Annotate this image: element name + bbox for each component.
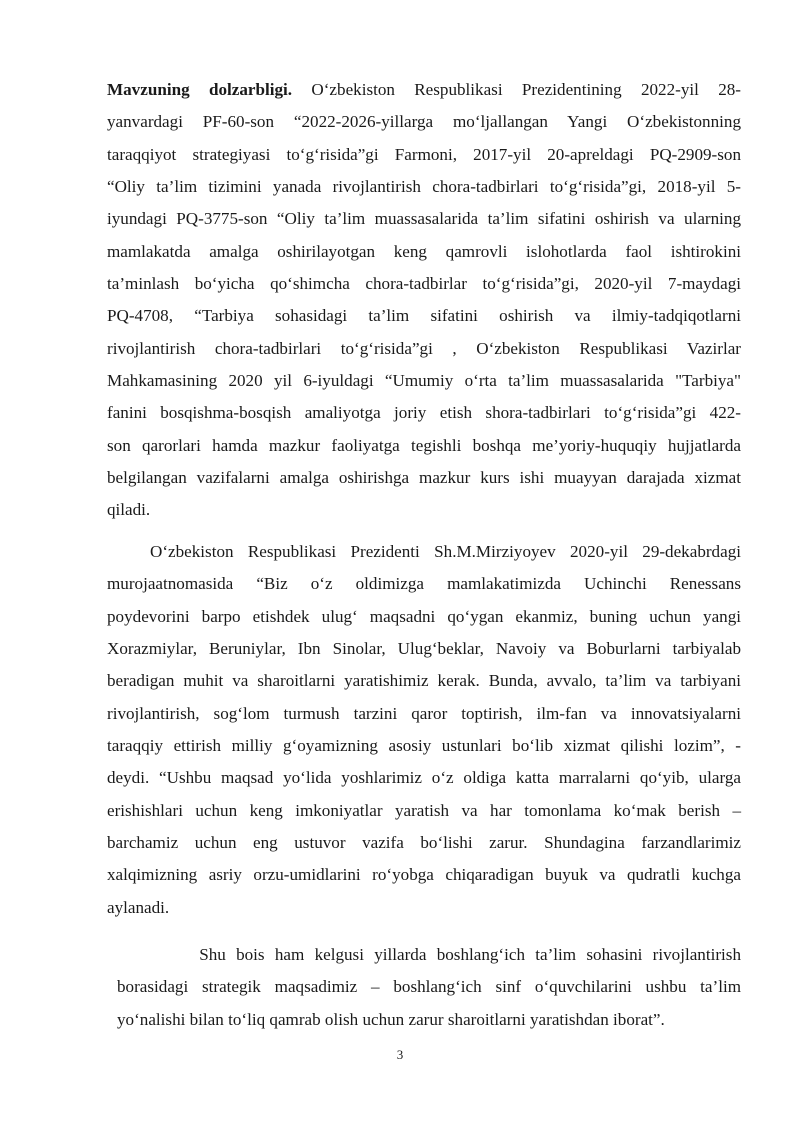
paragraph-line: taraqqiyot strategiyasi to‘g‘risida”gi Farmoni, 2017-yil 20-apreldagi PQ-2909-son xyxy=(107,144,741,164)
paragraph-line: deydi. “Ushbu maqsad yo‘lida yoshlarimiz o‘z oldiga katta marralarni qo‘yib, ularga xyxy=(107,768,741,788)
paragraph-line xyxy=(107,74,741,106)
paragraph-line: yanvardagi PF-60-son “2022-2026-yillarga mo‘ljallangan Yangi O‘zbekistonning xyxy=(107,112,741,132)
paragraph-line: fanini bosqishma-bosqish amaliyotga joriy etish shora-tadbirlari to‘g‘risida”gi 422- xyxy=(107,403,741,423)
paragraph-line: yo‘nalishi bilan to‘liq qamrab olish uchun zarur sharoitlarni yaratishdan iborat”. xyxy=(117,1009,665,1029)
paragraph-line: xalqimizning asriy orzu-umidlarini ro‘yobga chiqaradigan buyuk va qudratli kuchga xyxy=(107,865,741,885)
paragraph-line: borasidagi strategik maqsadimiz – boshlang‘ich sinf o‘quvchilarini ushbu ta’lim xyxy=(117,977,741,997)
paragraph-line: belgilangan vazifalarni amalga oshirishga mazkur kurs ishi muayyan darajada xizmat xyxy=(107,468,741,488)
paragraph-text: O‘zbekiston Respublikasi Prezidentining 2022-yil 28- xyxy=(292,80,741,99)
paragraph-line: Shu bois ham kelgusi yillarda boshlang‘ich ta’lim sohasini rivojlantirish xyxy=(117,945,741,964)
page-number: 3 xyxy=(396,1047,404,1062)
paragraph-line: Mahkamasining 2020 yil 6-iyuldagi “Umumiy o‘rta ta’lim muassasalarida "Tarbiya" xyxy=(107,371,741,391)
paragraph-relevance xyxy=(107,74,741,527)
section-heading: Mavzuning dolzarbligi. xyxy=(107,80,293,99)
paragraph-line: O‘zbekiston Respublikasi Prezidenti Sh.M.Mirziyoyev 2020-yil 29-dekabrdagi xyxy=(107,542,741,561)
paragraph-line: murojaatnomasida “Biz o‘z oldimizga mamlakatimizda Uchinchi Renessans xyxy=(107,574,741,594)
paragraph-line: son qarorlari hamda mazkur faoliyatga tegishli boshqa me’yoriy-huquqiy hujjatlarda xyxy=(107,435,741,455)
paragraph-line: iyundagi PQ-3775-son “Oliy ta’lim muassasalarida ta’lim sifatini oshirish va ularning xyxy=(107,209,741,229)
paragraph-strategic-goal xyxy=(117,939,741,1036)
paragraph-line: rivojlantirish chora-tadbirlari to‘g‘risida”gi , O‘zbekiston Respublikasi Vazirlar xyxy=(107,338,741,358)
paragraph-line: barchamiz uchun eng ustuvor vazifa bo‘lishi zarur. Shundagina farzandlarimiz xyxy=(107,833,741,853)
paragraph-line: rivojlantirish, sog‘lom turmush tarzini qaror toptirish, ilm-fan va innovatsiyalarni xyxy=(107,703,741,723)
paragraph-line: taraqqiy ettirish milliy g‘oyamizning asosiy ustunlari bo‘lib xizmat qilishi lozim”, - xyxy=(107,736,741,756)
paragraph-line: erishishlari uchun keng imkoniyatlar yaratish va har tomonlama ko‘mak berish – xyxy=(107,800,741,820)
paragraph-line: PQ-4708, “Tarbiya sohasidagi ta’lim sifatini oshirish va ilmiy-tadqiqotlarni xyxy=(107,306,741,326)
paragraph-line: poydevorini barpo etishdek ulug‘ maqsadni qo‘ygan ekanmiz, buning uchun yangi xyxy=(107,606,741,626)
paragraph-line: “Oliy ta’lim tizimini yanada rivojlantirish chora-tadbirlari to‘g‘risida”gi, 2018-yil 5- xyxy=(107,177,741,197)
paragraph-line: beradigan muhit va sharoitlarni yaratishimiz kerak. Bunda, avvalo, ta’lim va tarbiyani xyxy=(107,671,741,691)
paragraph-line: qiladi. xyxy=(107,500,151,520)
paragraph-line: aylanadi. xyxy=(107,897,170,917)
paragraph-line: mamlakatda amalga oshirilayotgan keng qamrovli islohotlarda faol ishtirokini xyxy=(107,241,741,261)
paragraph-line: ta’minlash bo‘yicha qo‘shimcha chora-tadbirlar to‘g‘risida”gi, 2020-yil 7-maydagi xyxy=(107,274,741,294)
paragraph-president-address xyxy=(107,536,741,924)
paragraph-line: Xorazmiylar, Beruniylar, Ibn Sinolar, Ulug‘beklar, Navoiy va Boburlarni tarbiyalab xyxy=(107,639,741,659)
